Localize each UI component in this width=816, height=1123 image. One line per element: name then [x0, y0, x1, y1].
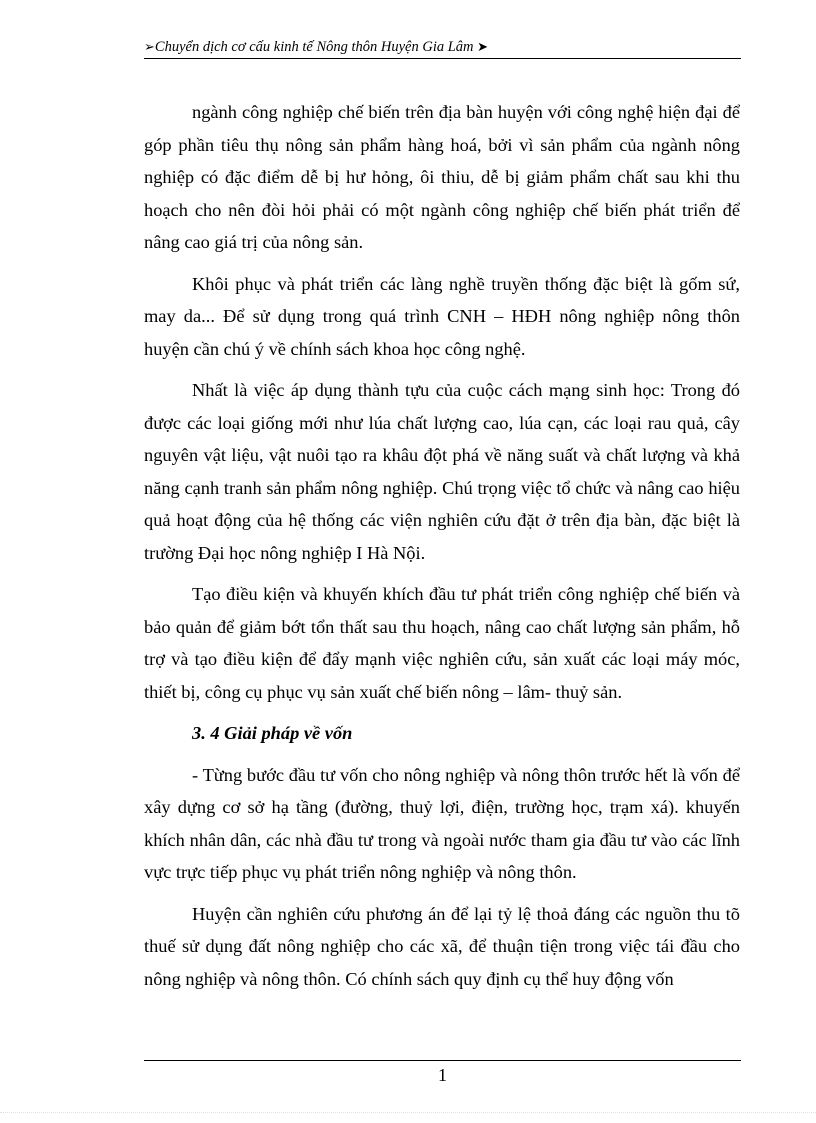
- header-title: Chuyển dịch cơ cấu kinh tế Nông thôn Huyện Gia Lâm: [154, 39, 474, 55]
- document-body: [144, 96, 740, 1004]
- page-number: 1: [438, 1065, 447, 1085]
- paragraph-1: ngành công nghiệp chế biến trên địa bàn huyện với công nghệ hiện đại để góp phần tiêu thụ nông sản phẩm hàng hoá, bởi vì sản phẩm của ngành nông nghiệp có đặc điểm dễ bị hư hỏng, ôi thiu, dễ bị giảm phẩm chất sau khi thu hoạch cho nên đòi hỏi phải có một ngành công nghiệp chế biến phát triển để nâng cao giá trị của nông sản.: [144, 102, 740, 252]
- paragraph-3: Nhất là việc áp dụng thành tựu của cuộc cách mạng sinh học: Trong đó được các loại giống mới như lúa chất lượng cao, lúa cạn, các loại rau quả, cây nguyên vật liệu, vật nuôi tạo ra khâu đột phá về năng suất và chất lượng và khả năng cạnh tranh sản phẩm nông nghiệp. Chú trọng việc tổ chức và nâng cao hiệu quả hoạt động của hệ thống các viện nghiên cứu đặt ở trên địa bàn, đặc biệt là trường Đại học nông nghiệp I Hà Nội.: [144, 380, 740, 563]
- paragraph-2: Khôi phục và phát triển các làng nghề truyền thống đặc biệt là gốm sứ, may da... Để sử dụng trong quá trình CNH – HĐH nông nghiệp nông thôn huyện cần chú ý về chính sách khoa học công nghệ.: [144, 273, 740, 359]
- arrow-right-icon: ➢: [144, 39, 155, 54]
- page-header: [144, 36, 741, 59]
- arrow-left-icon: ➤: [477, 39, 489, 54]
- page-edge-divider: [0, 1112, 816, 1113]
- section-heading: 3. 4 Giải pháp về vốn: [192, 723, 353, 743]
- paragraph-5: - Từng bước đầu tư vốn cho nông nghiệp và nông thôn trước hết là vốn để xây dựng cơ sở hạ tầng (đường, thuỷ lợi, điện, trường học, trạm xá). khuyến khích nhân dân, các nhà đầu tư trong và ngoài nước tham gia đầu tư vào các lĩnh vực trực tiếp phục vụ phát triển nông nghiệp và nông thôn.: [144, 764, 740, 882]
- paragraph-4: Tạo điều kiện và khuyến khích đầu tư phát triển công nghiệp chế biến và bảo quản để giảm bớt tổn thất sau thu hoạch, nâng cao chất lượng sản phẩm, hỗ trợ và tạo điều kiện để đẩy mạnh việc nghiên cứu, sản xuất các loại máy móc, thiết bị, công cụ phục vụ sản xuất chế biến nông – lâm- thuỷ sản.: [144, 584, 740, 702]
- paragraph-6: Huyện cần nghiên cứu phương án để lại tỷ lệ thoả đáng các nguồn thu tõ thuế sử dụng đất nông nghiệp cho các xã, để thuận tiện trong việc tái đầu cho nông nghiệp và nông thôn. Có chính sách quy định cụ thể huy động vốn: [144, 903, 740, 989]
- footer-divider: [144, 1060, 741, 1061]
